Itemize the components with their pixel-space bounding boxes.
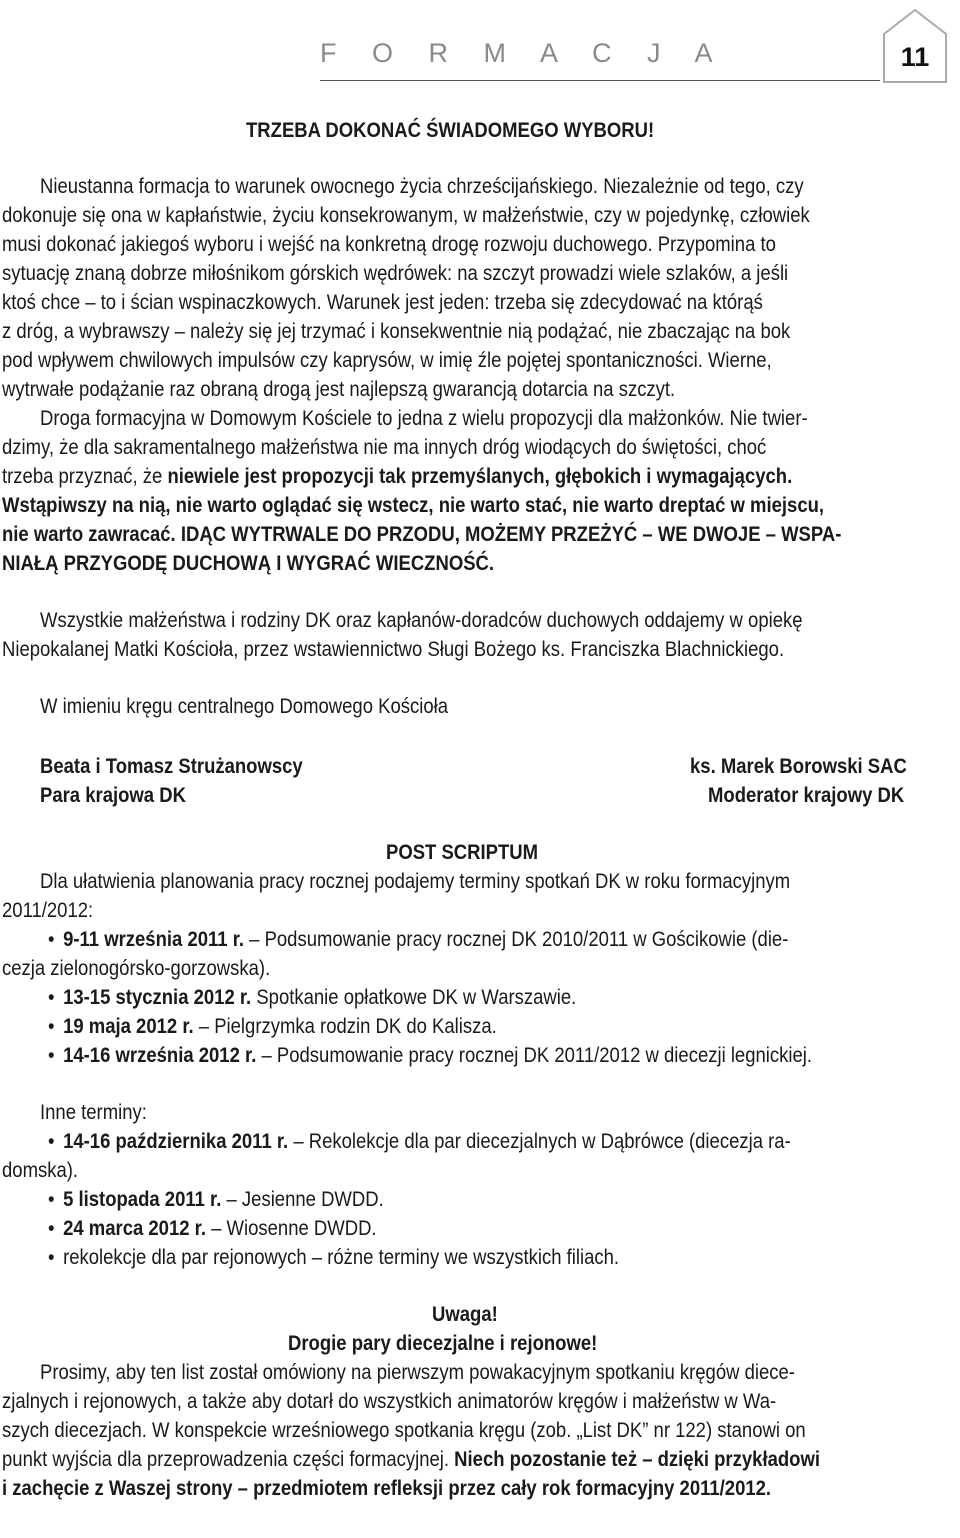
signature-right-role: Moderator krajowy DK <box>708 783 905 807</box>
notice-text: punkt wyjścia dla przeprowadzenia części formacyjnej. <box>2 1447 455 1471</box>
para2-line: Droga formacyjna w Domowym Kościele to jedna z wielu propozycji dla małżonków. Nie twier- <box>40 406 808 430</box>
item-text: – Podsumowanie pracy rocznej DK 2010/2011 w Gościkowie (die- <box>244 927 789 951</box>
signature-right-name: ks. Marek Borowski SAC <box>690 754 907 778</box>
para2-emphasis: niewiele jest propozycji tak przemyślanych, głębokich i wymagających. <box>167 464 793 488</box>
para1-line: wytrwałe podążanie raz obraną drogą jest najlepszą gwarancją dotarcia na szczyt. <box>2 377 676 401</box>
section-title: F O R M A C J A <box>320 38 727 68</box>
para1-line: Nieustanna formacja to warunek owocnego życia chrześcijańskiego. Niezależnie od tego, czy <box>40 174 804 198</box>
para2-line <box>2 522 841 547</box>
ps-list-item <box>48 985 576 1010</box>
para1-line: pod wpływem chwilowych impulsów czy kaprysów, w imię źle pojętej spontaniczności. Wierne, <box>2 348 772 372</box>
item-text: – Rekolekcje dla par diecezjalnych w Dąbrówce (diecezja ra- <box>288 1129 791 1153</box>
ps-title: POST SCRIPTUM <box>386 840 539 864</box>
other-title: Inne terminy: <box>40 1100 147 1124</box>
para1-line: musi dokonać jakiegoś wyboru i wejść na konkretną drogę rozwoju duchowego. Przypomina to <box>2 232 776 256</box>
item-text: – Pielgrzymka rodzin DK do Kalisza. <box>193 1014 497 1038</box>
other-list-item <box>48 1187 384 1212</box>
on-behalf-line: W imieniu kręgu centralnego Domowego Kościoła <box>40 694 449 718</box>
item-date: 19 maja 2012 r. <box>63 1014 194 1038</box>
item-date: 14-16 października 2011 r. <box>63 1129 289 1153</box>
item-date: 9-11 września 2011 r. <box>63 927 245 951</box>
item-date: 13-15 stycznia 2012 r. <box>63 985 252 1009</box>
notice-line: Prosimy, aby ten list został omówiony na pierwszym powakacyjnym spotkaniu kręgów diece- <box>40 1360 795 1384</box>
notice-emphasis: Niech pozostanie też – dzięki przykładowi <box>454 1447 820 1471</box>
item-date: 14-16 września 2012 r. <box>63 1043 257 1067</box>
item-date: 24 marca 2012 r. <box>63 1216 206 1240</box>
item-text: Spotkanie opłatkowe DK w Warszawie. <box>251 985 577 1009</box>
notice-line: i zachęcie z Waszej strony – przedmiotem refleksji przez cały rok formacyjny 2011/2012. <box>2 1476 772 1500</box>
heading: TRZEBA DOKONAĆ ŚWIADOMEGO WYBORU! <box>246 118 655 142</box>
other-list-item <box>48 1129 791 1154</box>
header-rule <box>320 80 880 81</box>
notice-title: Uwaga! <box>432 1302 498 1326</box>
ps-list-item <box>48 1043 812 1068</box>
para2-emphasis: nie warto zawracać. <box>2 522 181 546</box>
notice-line: zjalnych i rejonowych, a także aby dotarł do wszystkich animatorów kręgów i małżeństw w Wa- <box>2 1389 777 1413</box>
item-text: – Wiosenne DWDD. <box>205 1216 377 1240</box>
item-text: – Podsumowanie pracy rocznej DK 2011/2012 w diecezji legnickiej. <box>256 1043 813 1067</box>
para2-line: dzimy, że dla sakramentalnego małżeństwa nie ma innych dróg wiodących do świętości, choć <box>2 435 767 459</box>
signature-left-name: Beata i Tomasz Strużanowscy <box>40 754 303 778</box>
para1-line: z dróg, a wybrawszy – należy się jej trzymać i konsekwentnie nią podążać, nie zbaczając na bok <box>2 319 791 343</box>
notice-line: szych diecezjach. W konspekcie wrześniowego spotkania kręgu (zob. „List DK” nr 122) stanowi on <box>2 1418 806 1442</box>
para2-caps: IDĄC WYTRWALE DO PRZODU, MOŻEMY PRZEŻYĆ – WE DWOJE – WSPA- <box>180 522 842 546</box>
para3-line: Niepokalanej Matki Kościoła, przez wstawiennictwo Sługi Bożego ks. Franciszka Blachnickiego. <box>2 637 785 661</box>
page-number-box <box>882 8 948 84</box>
para2-line <box>2 464 792 489</box>
ps-list-item <box>48 927 788 952</box>
notice-line <box>2 1447 820 1472</box>
ps-intro: Dla ułatwienia planowania pracy rocznej podajemy terminy spotkań DK w roku formacyjnym <box>40 869 791 893</box>
para1-line: dokonuje się ona w kapłaństwie, życiu konsekrowanym, w małżeństwie, czy w pojedynkę, człowiek <box>2 203 810 227</box>
other-list-item <box>48 1216 377 1241</box>
other-list-item-cont: domska). <box>2 1158 79 1182</box>
ps-intro: 2011/2012: <box>2 898 94 922</box>
ps-list-item <box>48 1014 497 1039</box>
notice-subtitle: Drogie pary diecezjalne i rejonowe! <box>288 1331 598 1355</box>
signature-left-role: Para krajowa DK <box>40 783 186 807</box>
para1-line: ktoś chce – to i ścian wspinaczkowych. Warunek jest jeden: trzeba się zdecydować na którąś <box>2 290 763 314</box>
item-text: rekolekcje dla par rejonowych – różne terminy we wszystkich filiach. <box>63 1245 620 1269</box>
para3-line: Wszystkie małżeństwa i rodziny DK oraz kapłanów-doradców duchowych oddajemy w opiekę <box>40 608 803 632</box>
item-date: 5 listopada 2011 r. <box>63 1187 222 1211</box>
para2-text: trzeba przyznać, że <box>2 464 168 488</box>
item-text: – Jesienne DWDD. <box>221 1187 384 1211</box>
other-list-item <box>48 1245 619 1270</box>
ps-list-item-cont: cezja zielonogórsko-gorzowska). <box>2 956 271 980</box>
para1-line: sytuację znaną dobrze miłośnikom górskich wędrówek: na szczyt prowadzi wiele szlaków, a jeśli <box>2 261 789 285</box>
page-number: 11 <box>900 42 930 72</box>
para2-line: NIAŁĄ PRZYGODĘ DUCHOWĄ I WYGRAĆ WIECZNOŚĆ. <box>2 551 495 575</box>
para2-line: Wstąpiwszy na nią, nie warto oglądać się wstecz, nie warto stać, nie warto dreptać w miejscu, <box>2 493 825 517</box>
